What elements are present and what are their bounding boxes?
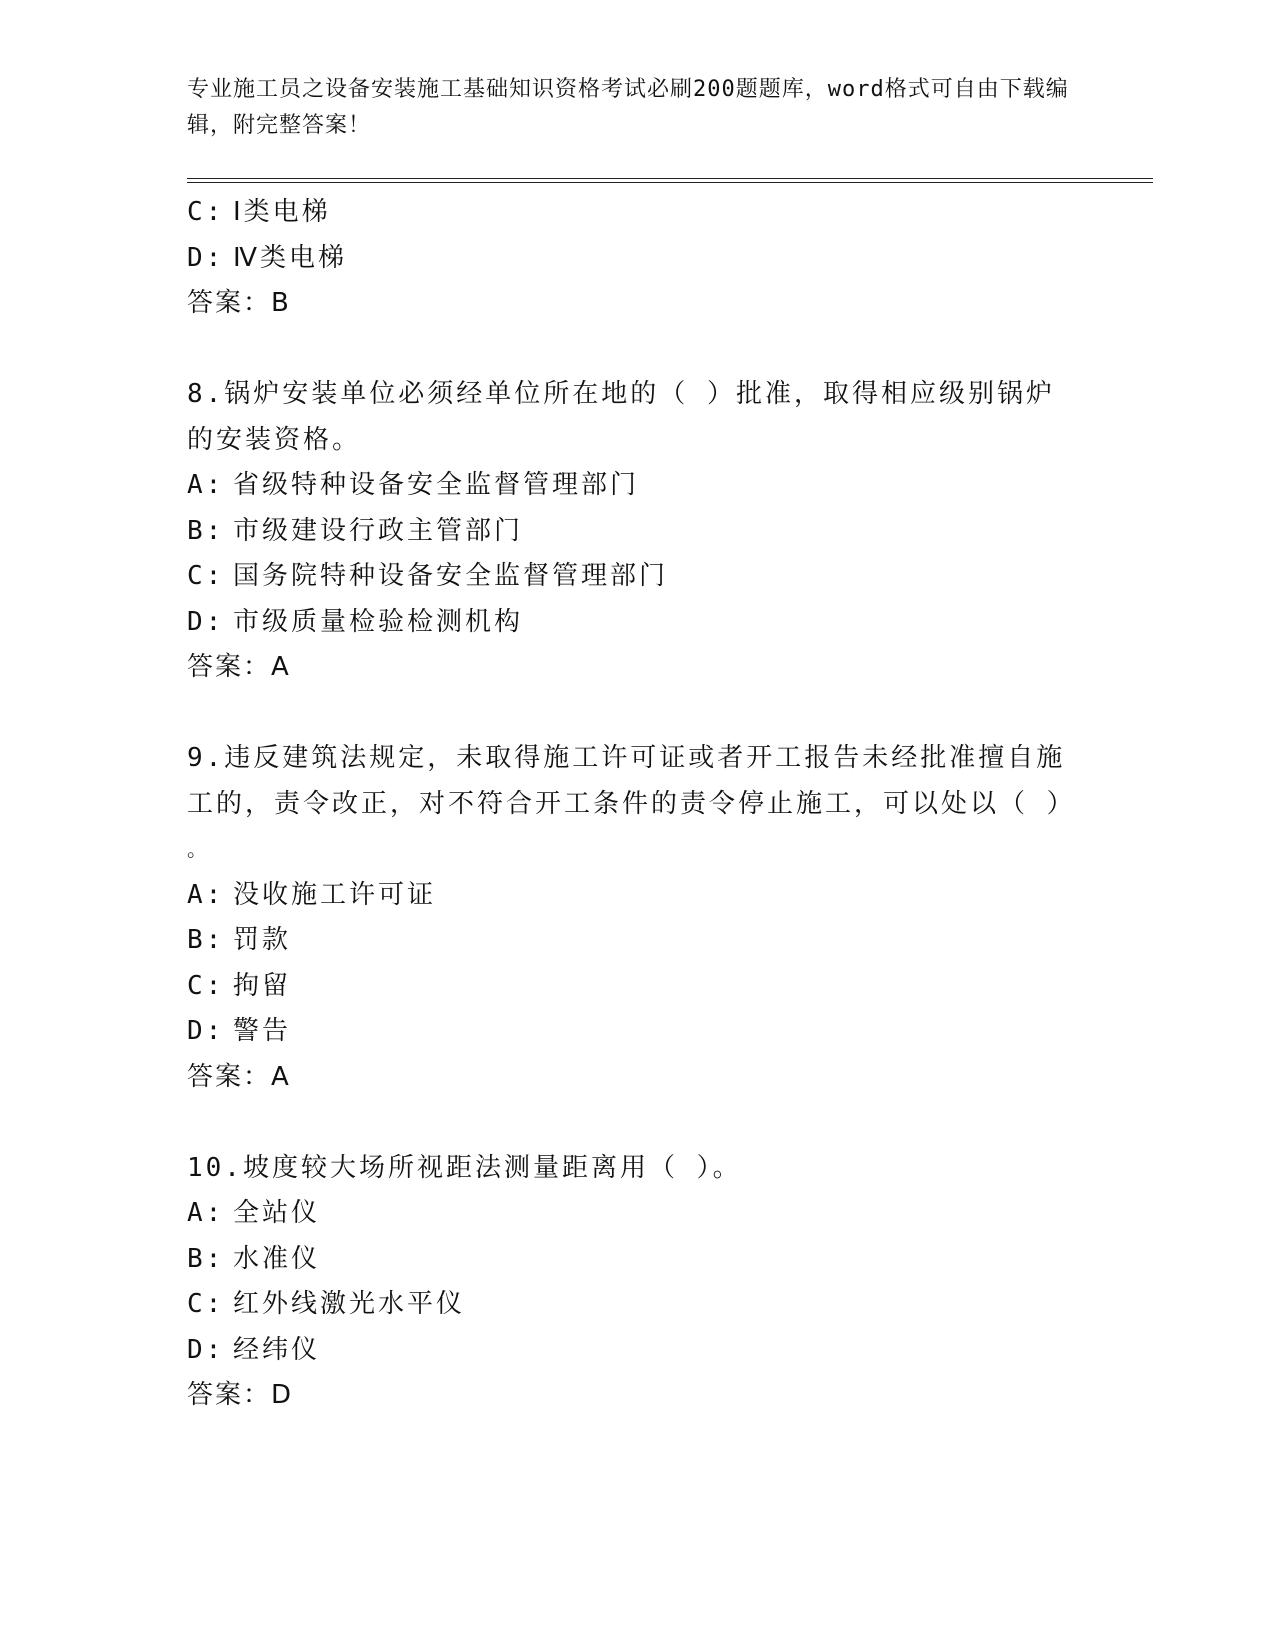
option-d bbox=[187, 1009, 1087, 1055]
option-b bbox=[187, 1237, 1087, 1283]
option-label: B: bbox=[187, 1243, 225, 1274]
option-text: 红外线激光水平仪 bbox=[233, 1289, 466, 1319]
option-text: 拘留 bbox=[233, 970, 292, 1001]
header-divider bbox=[187, 178, 1153, 183]
option-label: B: bbox=[187, 515, 225, 546]
option-c bbox=[187, 190, 1087, 236]
question-10 bbox=[187, 1146, 1087, 1419]
option-text: 国务院特种设备安全监督管理部门 bbox=[233, 561, 669, 591]
document-header bbox=[187, 72, 1087, 144]
option-label: A: bbox=[187, 470, 225, 500]
option-label: C: bbox=[187, 197, 225, 227]
option-c bbox=[187, 1282, 1087, 1328]
spacer bbox=[187, 1100, 1087, 1146]
option-label: C: bbox=[187, 1289, 225, 1319]
question-stem: 10.坡度较大场所视距法测量距离用（ ）。 bbox=[187, 1152, 742, 1183]
spacer bbox=[187, 327, 1087, 373]
option-text: 市级质量检验检测机构 bbox=[233, 606, 524, 637]
spacer bbox=[187, 691, 1087, 737]
option-b bbox=[187, 509, 1087, 555]
question-stem-tail: 。 bbox=[187, 837, 210, 861]
option-b bbox=[187, 918, 1087, 964]
option-label: D: bbox=[187, 1334, 225, 1365]
question-9 bbox=[187, 736, 1087, 1100]
option-label: D: bbox=[187, 1016, 225, 1046]
option-label: A: bbox=[187, 1198, 225, 1228]
answer-line: 答案：B bbox=[187, 288, 291, 318]
option-text: 全站仪 bbox=[233, 1198, 321, 1228]
option-c bbox=[187, 554, 1087, 600]
answer-line: 答案：A bbox=[187, 652, 291, 682]
prev-question-tail bbox=[187, 190, 1087, 327]
option-text: 市级建设行政主管部门 bbox=[233, 515, 524, 546]
option-label: C: bbox=[187, 561, 225, 591]
option-text: Ⅰ类电梯 bbox=[233, 197, 331, 227]
option-label: A: bbox=[187, 879, 225, 910]
option-text: 没收施工许可证 bbox=[233, 879, 437, 910]
option-label: C: bbox=[187, 970, 225, 1001]
option-text: 警告 bbox=[233, 1016, 292, 1046]
option-text: 经纬仪 bbox=[233, 1334, 321, 1365]
option-a bbox=[187, 463, 1087, 509]
option-text: 省级特种设备安全监督管理部门 bbox=[233, 470, 640, 500]
option-d bbox=[187, 1328, 1087, 1374]
question-stem: 8.锅炉安装单位必须经单位所在地的（ ）批准，取得相应级别锅炉的安装资格。 bbox=[187, 379, 1055, 455]
option-text: 罚款 bbox=[233, 925, 292, 955]
option-label: B: bbox=[187, 925, 225, 955]
question-stem: 9.违反建筑法规定，未取得施工许可证或者开工报告未经批准擅自施工的，责令改正，对不符合开工条件的责令停止施工，可以处以（ ） bbox=[187, 743, 1076, 819]
option-label: D: bbox=[187, 242, 225, 273]
document-body bbox=[187, 190, 1087, 1419]
option-text: 水准仪 bbox=[233, 1243, 321, 1274]
option-text: Ⅳ类电梯 bbox=[233, 242, 347, 273]
option-a bbox=[187, 1191, 1087, 1237]
option-a bbox=[187, 873, 1087, 919]
option-label: D: bbox=[187, 606, 225, 637]
answer-line: 答案：D bbox=[187, 1380, 294, 1410]
option-d bbox=[187, 600, 1087, 646]
question-8 bbox=[187, 372, 1087, 691]
header-title: 专业施工员之设备安装施工基础知识资格考试必刷200题题库，word格式可自由下载编辑，附完整答案！ bbox=[187, 77, 1069, 138]
option-d bbox=[187, 236, 1087, 282]
option-c bbox=[187, 964, 1087, 1010]
answer-line: 答案：A bbox=[187, 1061, 291, 1092]
